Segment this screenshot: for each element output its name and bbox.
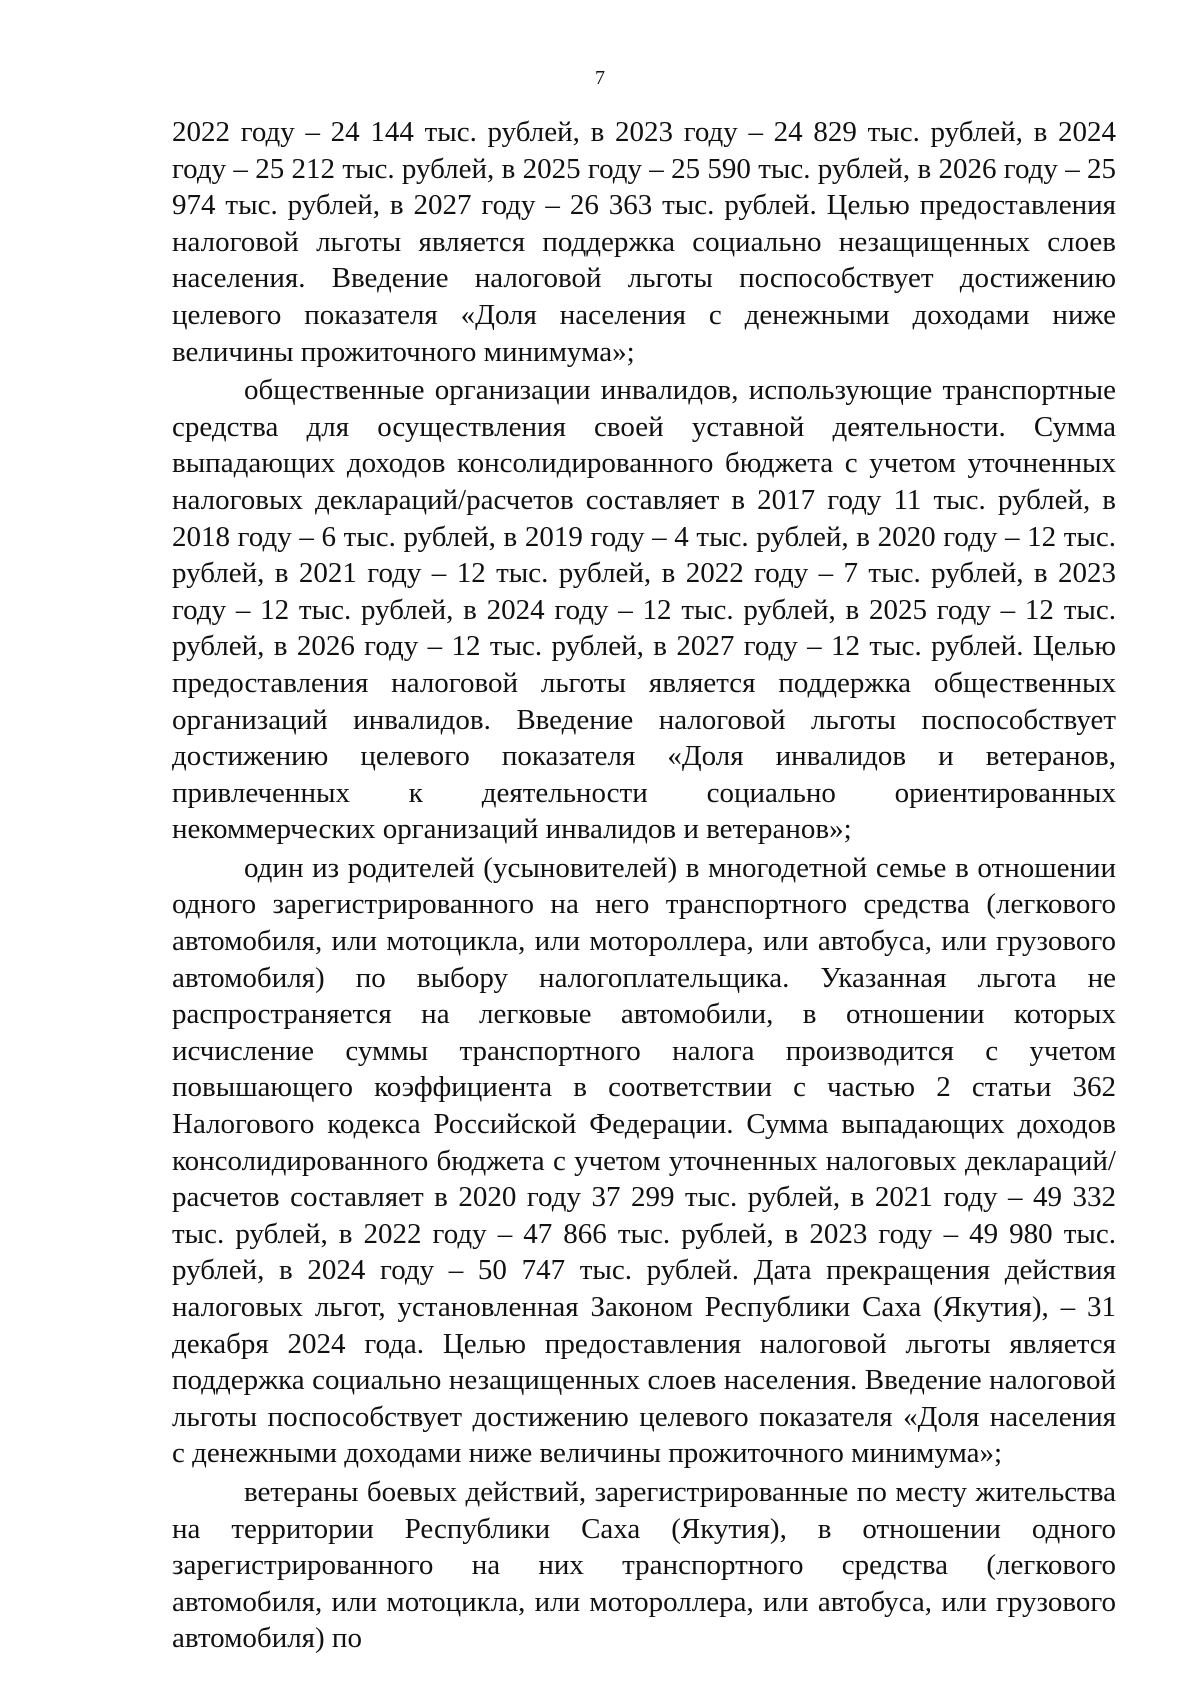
page-number: 7 — [595, 67, 605, 89]
paragraph-continuation: 2022 году – 24 144 тыс. рублей, в 2023 году – 24 829 тыс. рублей, в 2024 году – 25 212 тыс. рублей, в 2025 году – 25 590 тыс. рублей, в 2026 году – 25 974 тыс. рублей, в 2027 году – 26 363 тыс. рублей. Целью предоставления налоговой льготы является поддержка социально незащищенных слоев населения. Введение налоговой льготы поспособствует достижению целевого показателя «Доля населения с денежными доходами ниже величины прожиточного минимума»; — [172, 116, 1116, 368]
document-body — [172, 114, 1116, 1659]
paragraph-large-family-parent: один из родителей (усыновителей) в многодетной семье в отношении одного зарегистрированного на него транспортного средства (легкового автомобиля, или мотоцикла, или мотороллера, или автобуса, или грузового автомобиля) по выбору налогоплательщика. Указанная льгота не распространяется на легковые автомобили, в отношении которых исчисление суммы транспортного налога производится с учетом повышающего коэффициента в соответствии с частью 2 статьи 362 Налогового кодекса Российской Федерации. Сумма выпадающих доходов консолидированного бюджета с учетом уточненных налоговых деклараций/расчетов составляет в 2020 году 37 299 тыс. рублей, в 2021 году – 49 332 тыс. рублей, в 2022 году – 47 866 тыс. рублей, в 2023 году – 49 980 тыс. рублей, в 2024 году – 50 747 тыс. рублей. Дата прекращения действия налоговых льгот, установленная Законом Республики Саха (Якутия), – 31 декабря 2024 года. Целью предоставления налоговой льготы является поддержка социально незащищенных слоев населения. Введение налоговой льготы поспособствует достижению целевого показателя «Доля населения с денежными доходами ниже величины прожиточного минимума»; — [172, 851, 1116, 1470]
paragraph-combat-veterans: ветераны боевых действий, зарегистрированные по месту жительства на территории Республики Саха (Якутия), в отношении одного зарегистрированного на них транспортного средства (легкового автомобиля, или мотоцикла, или мотороллера, или автобуса, или грузового автомобиля) по — [172, 1475, 1116, 1655]
paragraph-public-organizations-disabled: общественные организации инвалидов, использующие транспортные средства для осуществления своей уставной деятельности. Сумма выпадающих доходов консолидированного бюджета с учетом уточненных налоговых деклараций/расчетов составляет в 2017 году 11 тыс. рублей, в 2018 году – 6 тыс. рублей, в 2019 году – 4 тыс. рублей, в 2020 году – 12 тыс. рублей, в 2021 году – 12 тыс. рублей, в 2022 году – 7 тыс. рублей, в 2023 году – 12 тыс. рублей, в 2024 году – 12 тыс. рублей, в 2025 году – 12 тыс. рублей, в 2026 году – 12 тыс. рублей, в 2027 году – 12 тыс. рублей. Целью предоставления налоговой льготы является поддержка общественных организаций инвалидов. Введение налоговой льготы поспособствует достижению целевого показателя «Доля инвалидов и ветеранов, привлеченных к деятельности социально ориентированных некоммерческих организаций инвалидов и ветеранов»; — [172, 374, 1116, 846]
